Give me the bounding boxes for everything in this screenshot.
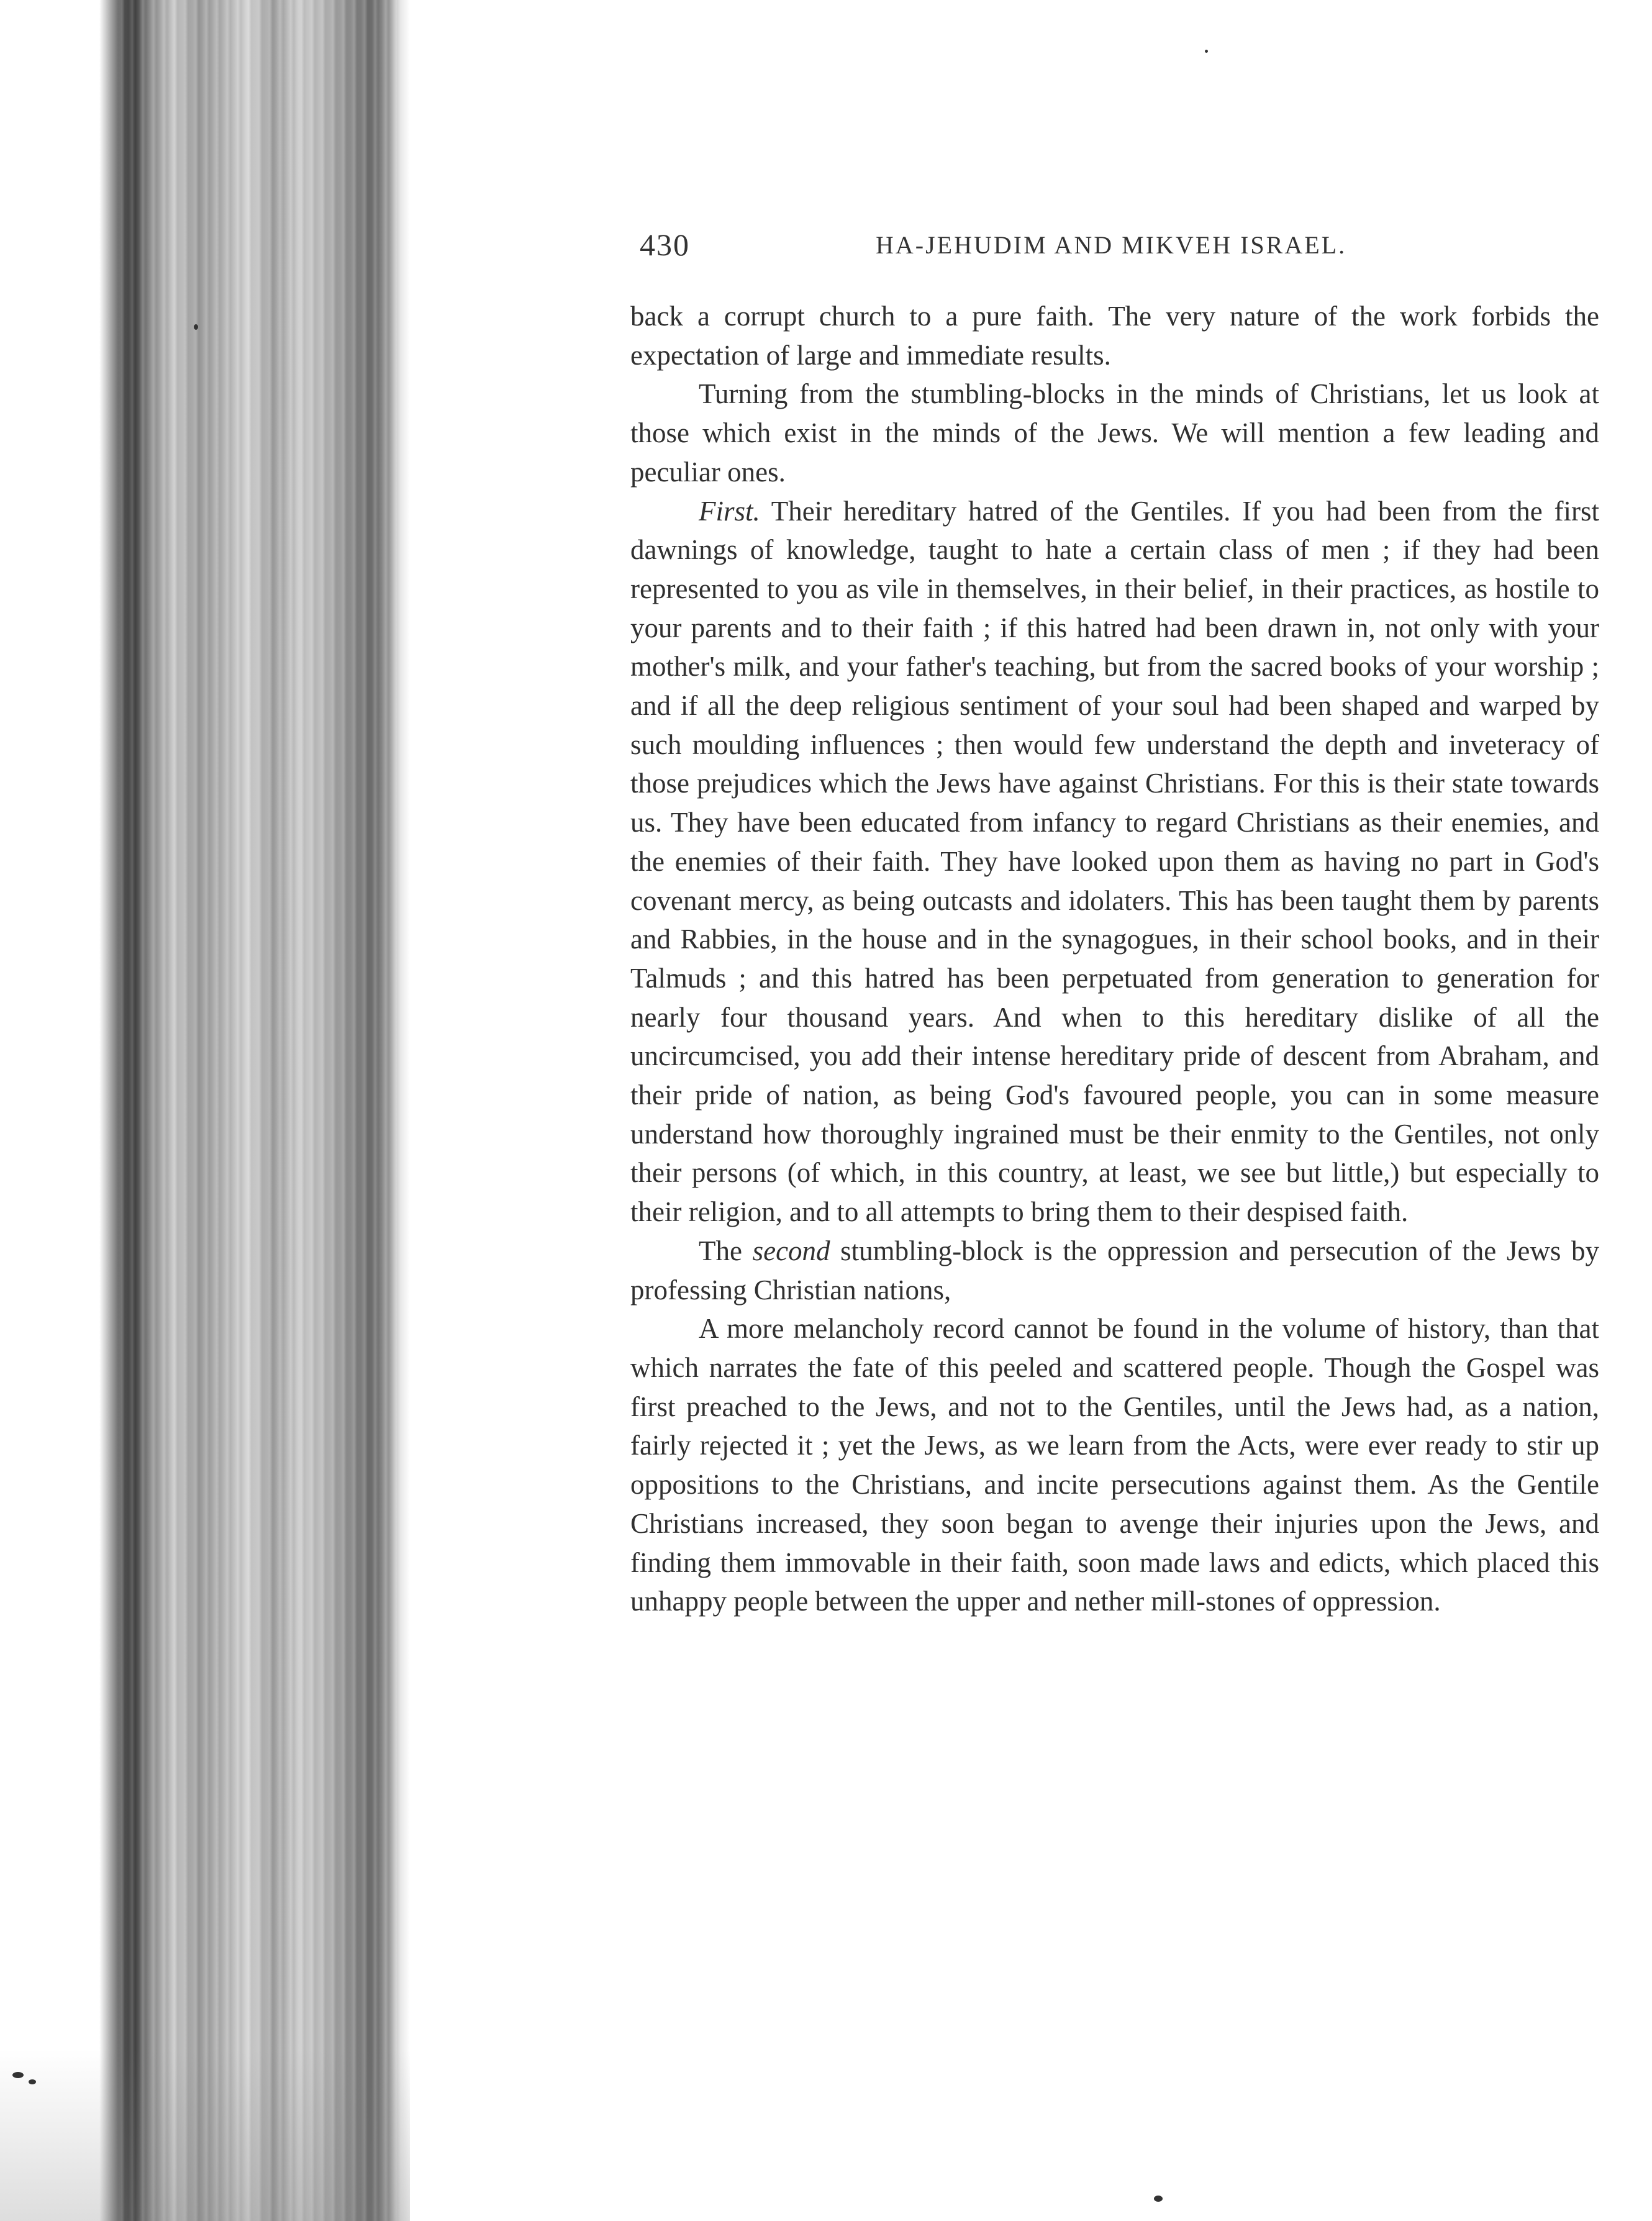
body-text: [630, 297, 1599, 1621]
paragraph-body: stumbling-block is the oppression and persecution of the Jews by professing Christian nations,: [630, 1235, 1599, 1306]
scan-speck: [1154, 2196, 1163, 2202]
running-head: [640, 227, 1596, 270]
paragraph-body: Their hereditary hatred of the Gentiles. If you had been from the first dawnings of knowledge, taught to hate a certain class of men ; if they had been represented to you as vile in themselves, in their belief, in their practices, as hostile to your parents and to their faith ; if this hatred had been drawn in, not only with your mother's milk, and your father's teaching, but from the sacred books of your worship ; and if all the deep religious sentiment of your soul had been shaped and warped by such moulding influences ; then would few understand the depth and inveteracy of those prejudices which the Jews have against Christians. For this is their state towards us. They have been educated from infancy to regard Christians as their enemies, and the enemies of their faith. They have looked upon them as having no part in God's covenant mercy, as being outcasts and idolaters. This has been taught them by parents and Rabbies, in the house and in the synagogues, in their school books, and in their Talmuds ; and this hatred has been perpetuated from generation to generation for nearly four thousand years. And when to this hereditary dislike of all the uncircumcised, you add their intense hereditary pride of descent from Abraham, and their pride of nation, as being God's favoured people, you can in some measure understand how thoroughly ingrained must be their enmity to the Gentiles, not only their persons (of which, in this country, at least, we see but little,) but especially to their religion, and to all attempts to bring them to their despised faith.: [630, 495, 1599, 1228]
edge-shadow: [0, 2050, 410, 2221]
page-edge-stripes: [118, 0, 397, 2221]
scan-speck: [1205, 50, 1208, 53]
scan-speck: [29, 2079, 36, 2084]
scan-speck: [12, 2072, 24, 2078]
paragraph-history: A more melancholy record cannot be found in the volume of history, than that which narrates the fate of this peeled and scattered people. Though the Gospel was first preached to the Jews, and not to the Gentiles, until the Jews had, as a nation, fairly rejected it ; yet the Jews, as we learn from the Acts, were ever ready to stir up oppositions to the Christians, and incite persecutions against them. As the Gentile Christians increased, they soon began to avenge their injuries upon the Jews, and finding them immovable in their faith, soon made laws and edicts, which placed this unhappy people between the upper and nether mill-stones of oppression.: [630, 1313, 1599, 1617]
paragraph-lead: First.: [699, 495, 760, 527]
page-number: 430: [640, 227, 690, 262]
paragraph-continued: back a corrupt church to a pure faith. The very nature of the work forbids the expectation of large and immediate results.: [630, 301, 1599, 371]
paragraph-stumbling-blocks: Turning from the stumbling-blocks in the minds of Christians, let us look at those which exist in the minds of the Jews. We will mention a few leading and peculiar ones.: [630, 378, 1599, 488]
running-title: HA-JEHUDIM AND MIKVEH ISRAEL.: [876, 231, 1347, 259]
paragraph-second: [630, 1232, 1599, 1309]
scan-speck: [194, 324, 198, 330]
paragraph-lead: second: [752, 1235, 830, 1266]
paragraph-first: [630, 492, 1599, 1232]
paragraph-pre: The: [699, 1235, 753, 1266]
